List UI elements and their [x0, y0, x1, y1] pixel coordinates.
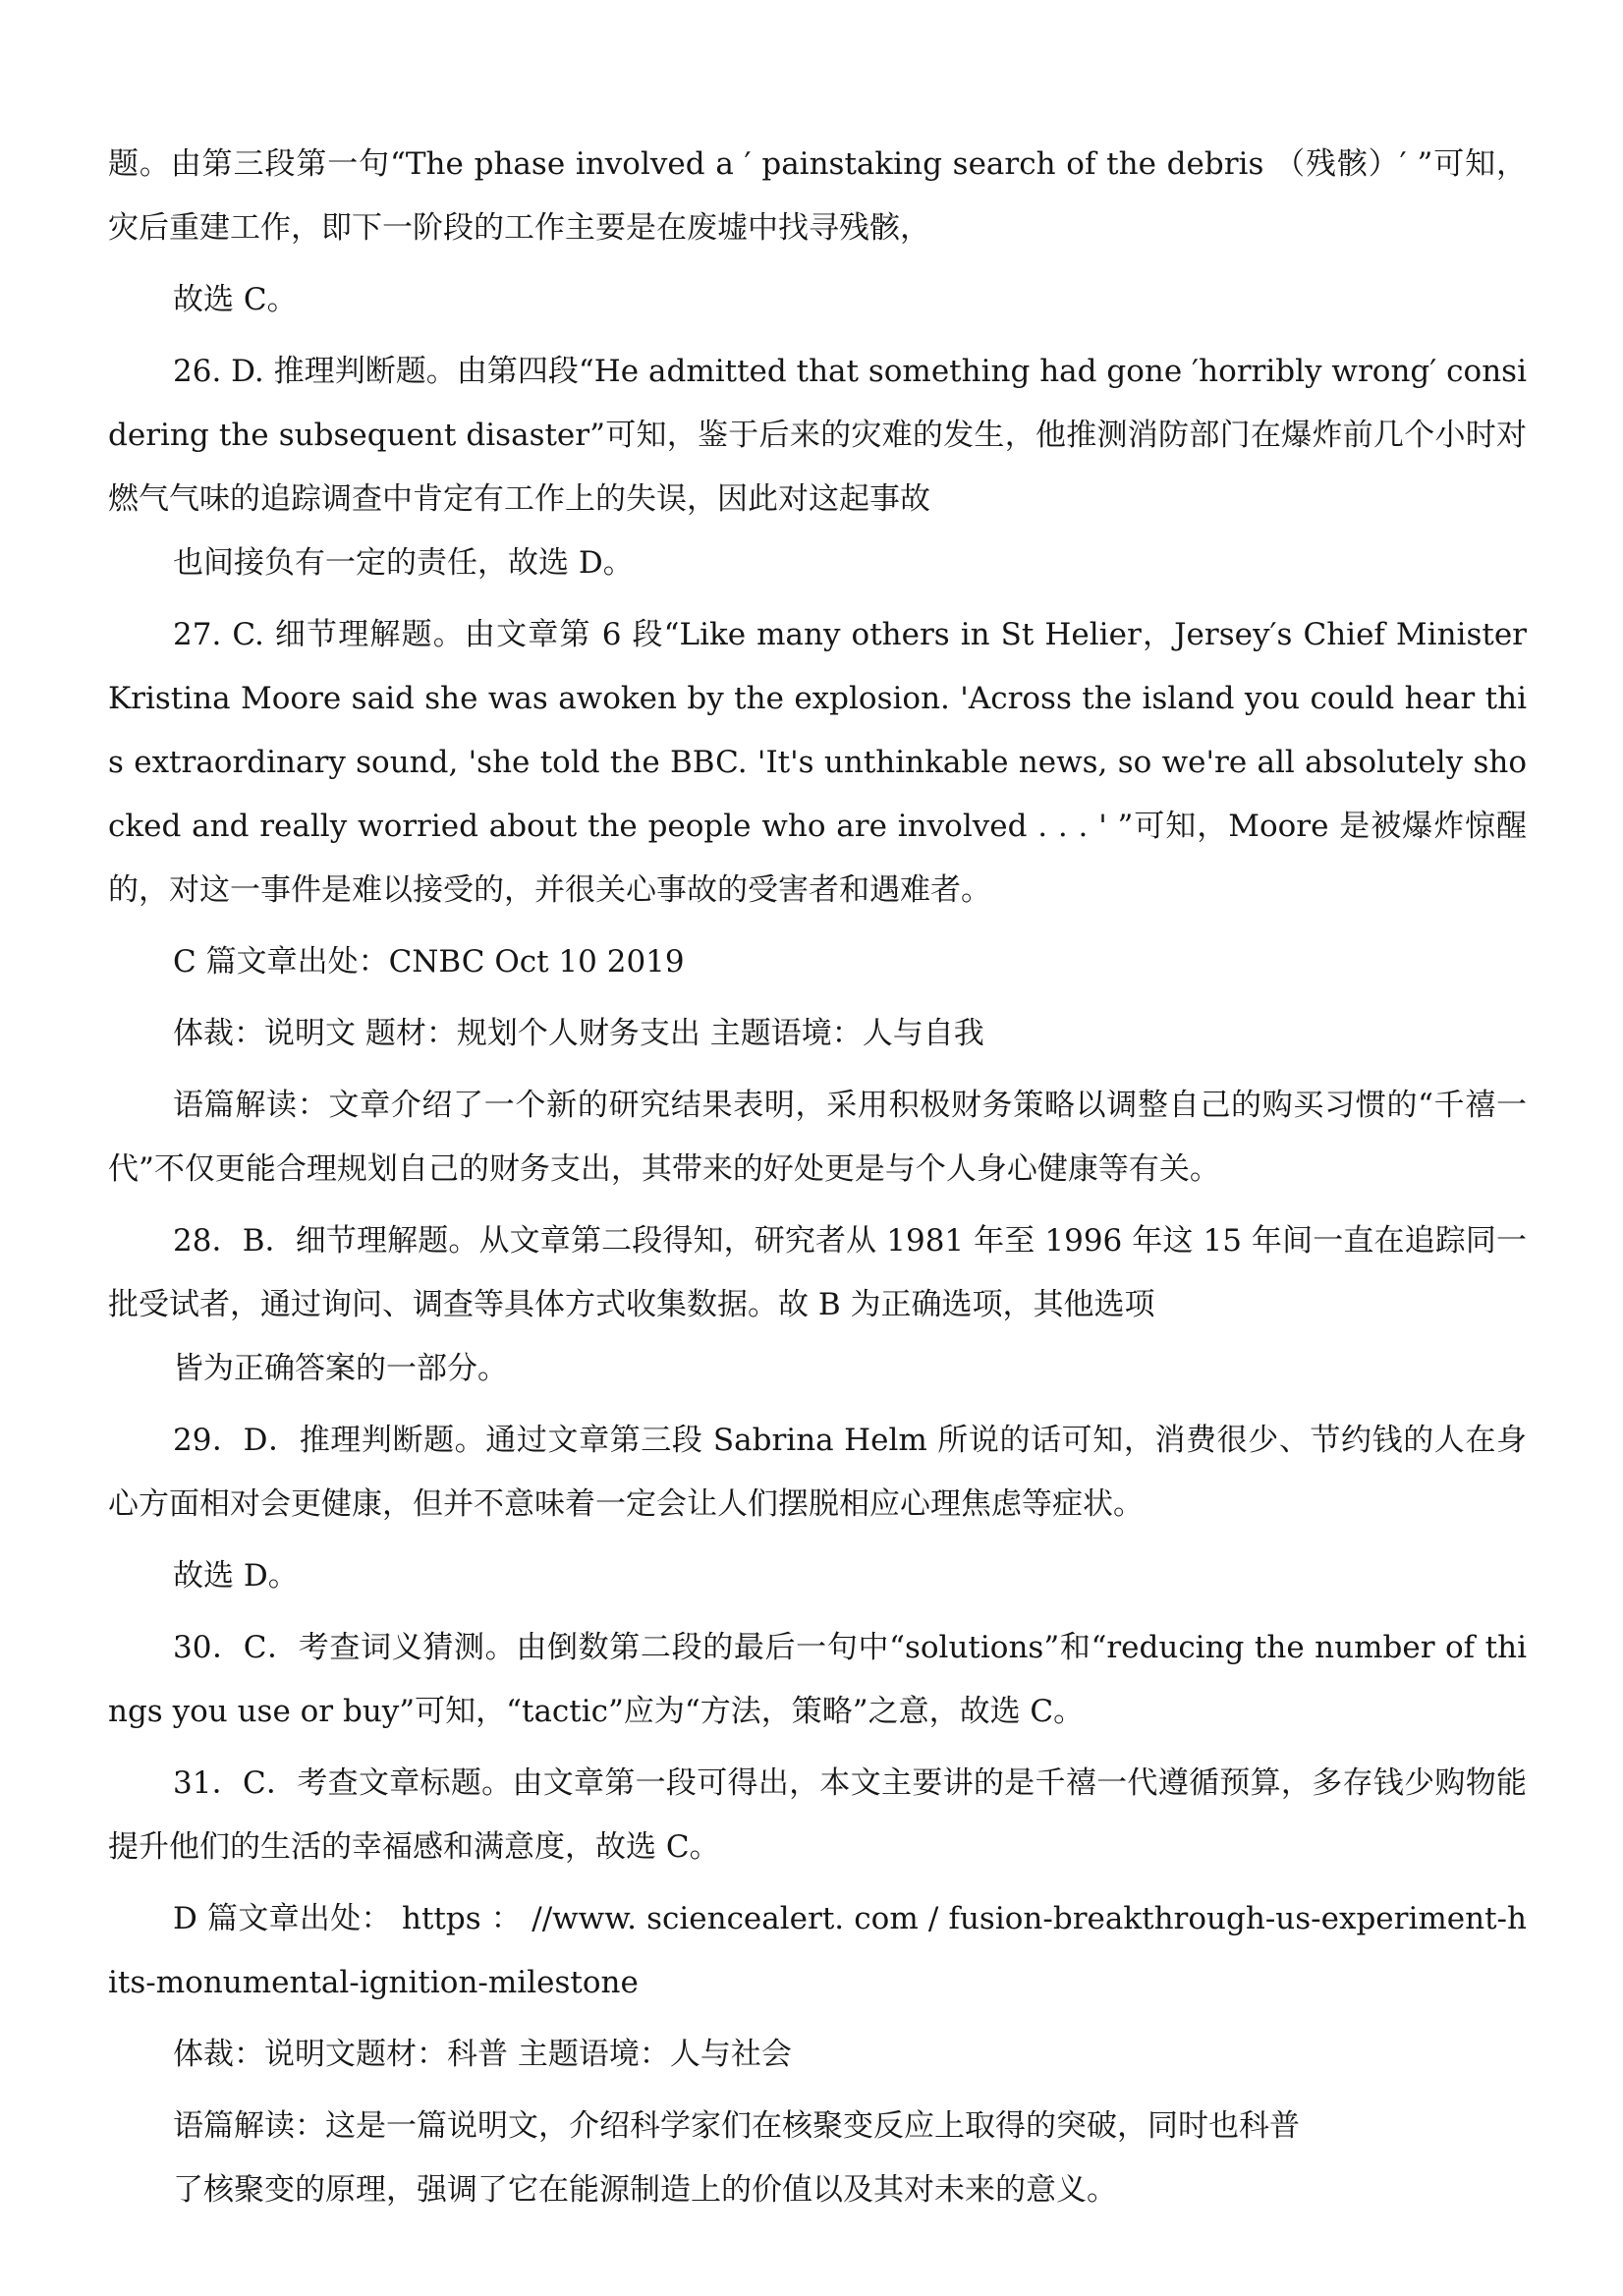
- paragraph-q28-answer: 皆为正确答案的一部分。: [173, 1351, 508, 1386]
- paragraph-q27: 27. C. 细节理解题。由文章第 6 段“Like many others in St Helier，Jersey′s Chief Minister Kristina Moore said she was awoken by the explosion. 'Across the island you could hear this extraordinary sound, 'she told the BBC. 'It's unthinkable news, so we're all absolutely shocked and really worried about the people who are involved . . . ' ”可知，Moore 是被爆炸惊醒的，对这一事件是难以接受的，并很关心事故的受害者和遇难者。: [108, 617, 1527, 908]
- paragraph-passage-c-source: C 篇文章出处：CNBC Oct 10 2019: [173, 944, 685, 980]
- paragraph-passage-d-summary-continued: 了核聚变的原理，强调了它在能源制造上的价值以及其对未来的意义。: [173, 2172, 1117, 2208]
- paragraph-passage-d-source: D 篇文章出处： https ： //www. sciencealert. com / fusion-breakthrough-us-experiment-hits-monumental-ignition-milestone: [108, 1901, 1527, 2000]
- paragraph-q29-answer: 故选 D。: [173, 1558, 299, 1594]
- paragraph-q28: 28．B．细节理解题。从文章第二段得知，研究者从 1981 年至 1996 年这 15 年间一直在追踪同一批受试者，通过询问、调查等具体方式收集数据。故 B 为正确选项，其他选项: [108, 1223, 1527, 1322]
- paragraph-passage-c-genre: 体裁：说明文 题材：规划个人财务支出 主题语境：人与自我: [173, 1016, 984, 1051]
- paragraph-q29: 29．D．推理判断题。通过文章第三段 Sabrina Helm 所说的话可知，消费很少、节约钱的人在身心方面相对会更健康，但并不意味着一定会让人们摆脱相应心理焦虑等症状。: [108, 1423, 1527, 1522]
- paragraph-q26: 26. D. 推理判断题。由第四段“He admitted that something had gone ′horribly wrong′ considering the subsequent disaster”可知，鉴于后来的灾难的发生，他推测消防部门在爆炸前几个小时对燃气气味的追踪调查中肯定有工作上的失误，因此对这起事故: [108, 354, 1527, 517]
- paragraph-q30: 30．C．考查词义猜测。由倒数第二段的最后一句中“solutions”和“reducing the number of things you use or buy”可知，“tactic”应为“方法，策略”之意，故选 C。: [108, 1630, 1527, 1729]
- paragraph-passage-c-summary: 语篇解读：文章介绍了一个新的研究结果表明，采用积极财务策略以调整自己的购买习惯的“千禧一代”不仅更能合理规划自己的财务支出，其带来的好处更是与个人身心健康等有关。: [108, 1088, 1527, 1187]
- paragraph-q26-answer: 也间接负有一定的责任，故选 D。: [173, 545, 634, 581]
- paragraph-q25-continued: 题。由第三段第一句“The phase involved a ′ painstaking search of the debris （残骸）′ ”可知，灾后重建工作，即下一阶段的工作主要是在废墟中找寻残骸，: [108, 146, 1527, 246]
- paragraph-passage-d-genre: 体裁：说明文题材：科普 主题语境：人与社会: [173, 2037, 792, 2072]
- paragraph-q31: 31．C．考查文章标题。由文章第一段可得出，本文主要讲的是千禧一代遵循预算，多存钱少购物能提升他们的生活的幸福感和满意度，故选 C。: [108, 1765, 1527, 1865]
- paragraph-passage-d-summary: 语篇解读：这是一篇说明文，介绍科学家们在核聚变反应上取得的突破，同时也科普: [173, 2108, 1300, 2144]
- paragraph-q25-answer: 故选 C。: [173, 282, 298, 317]
